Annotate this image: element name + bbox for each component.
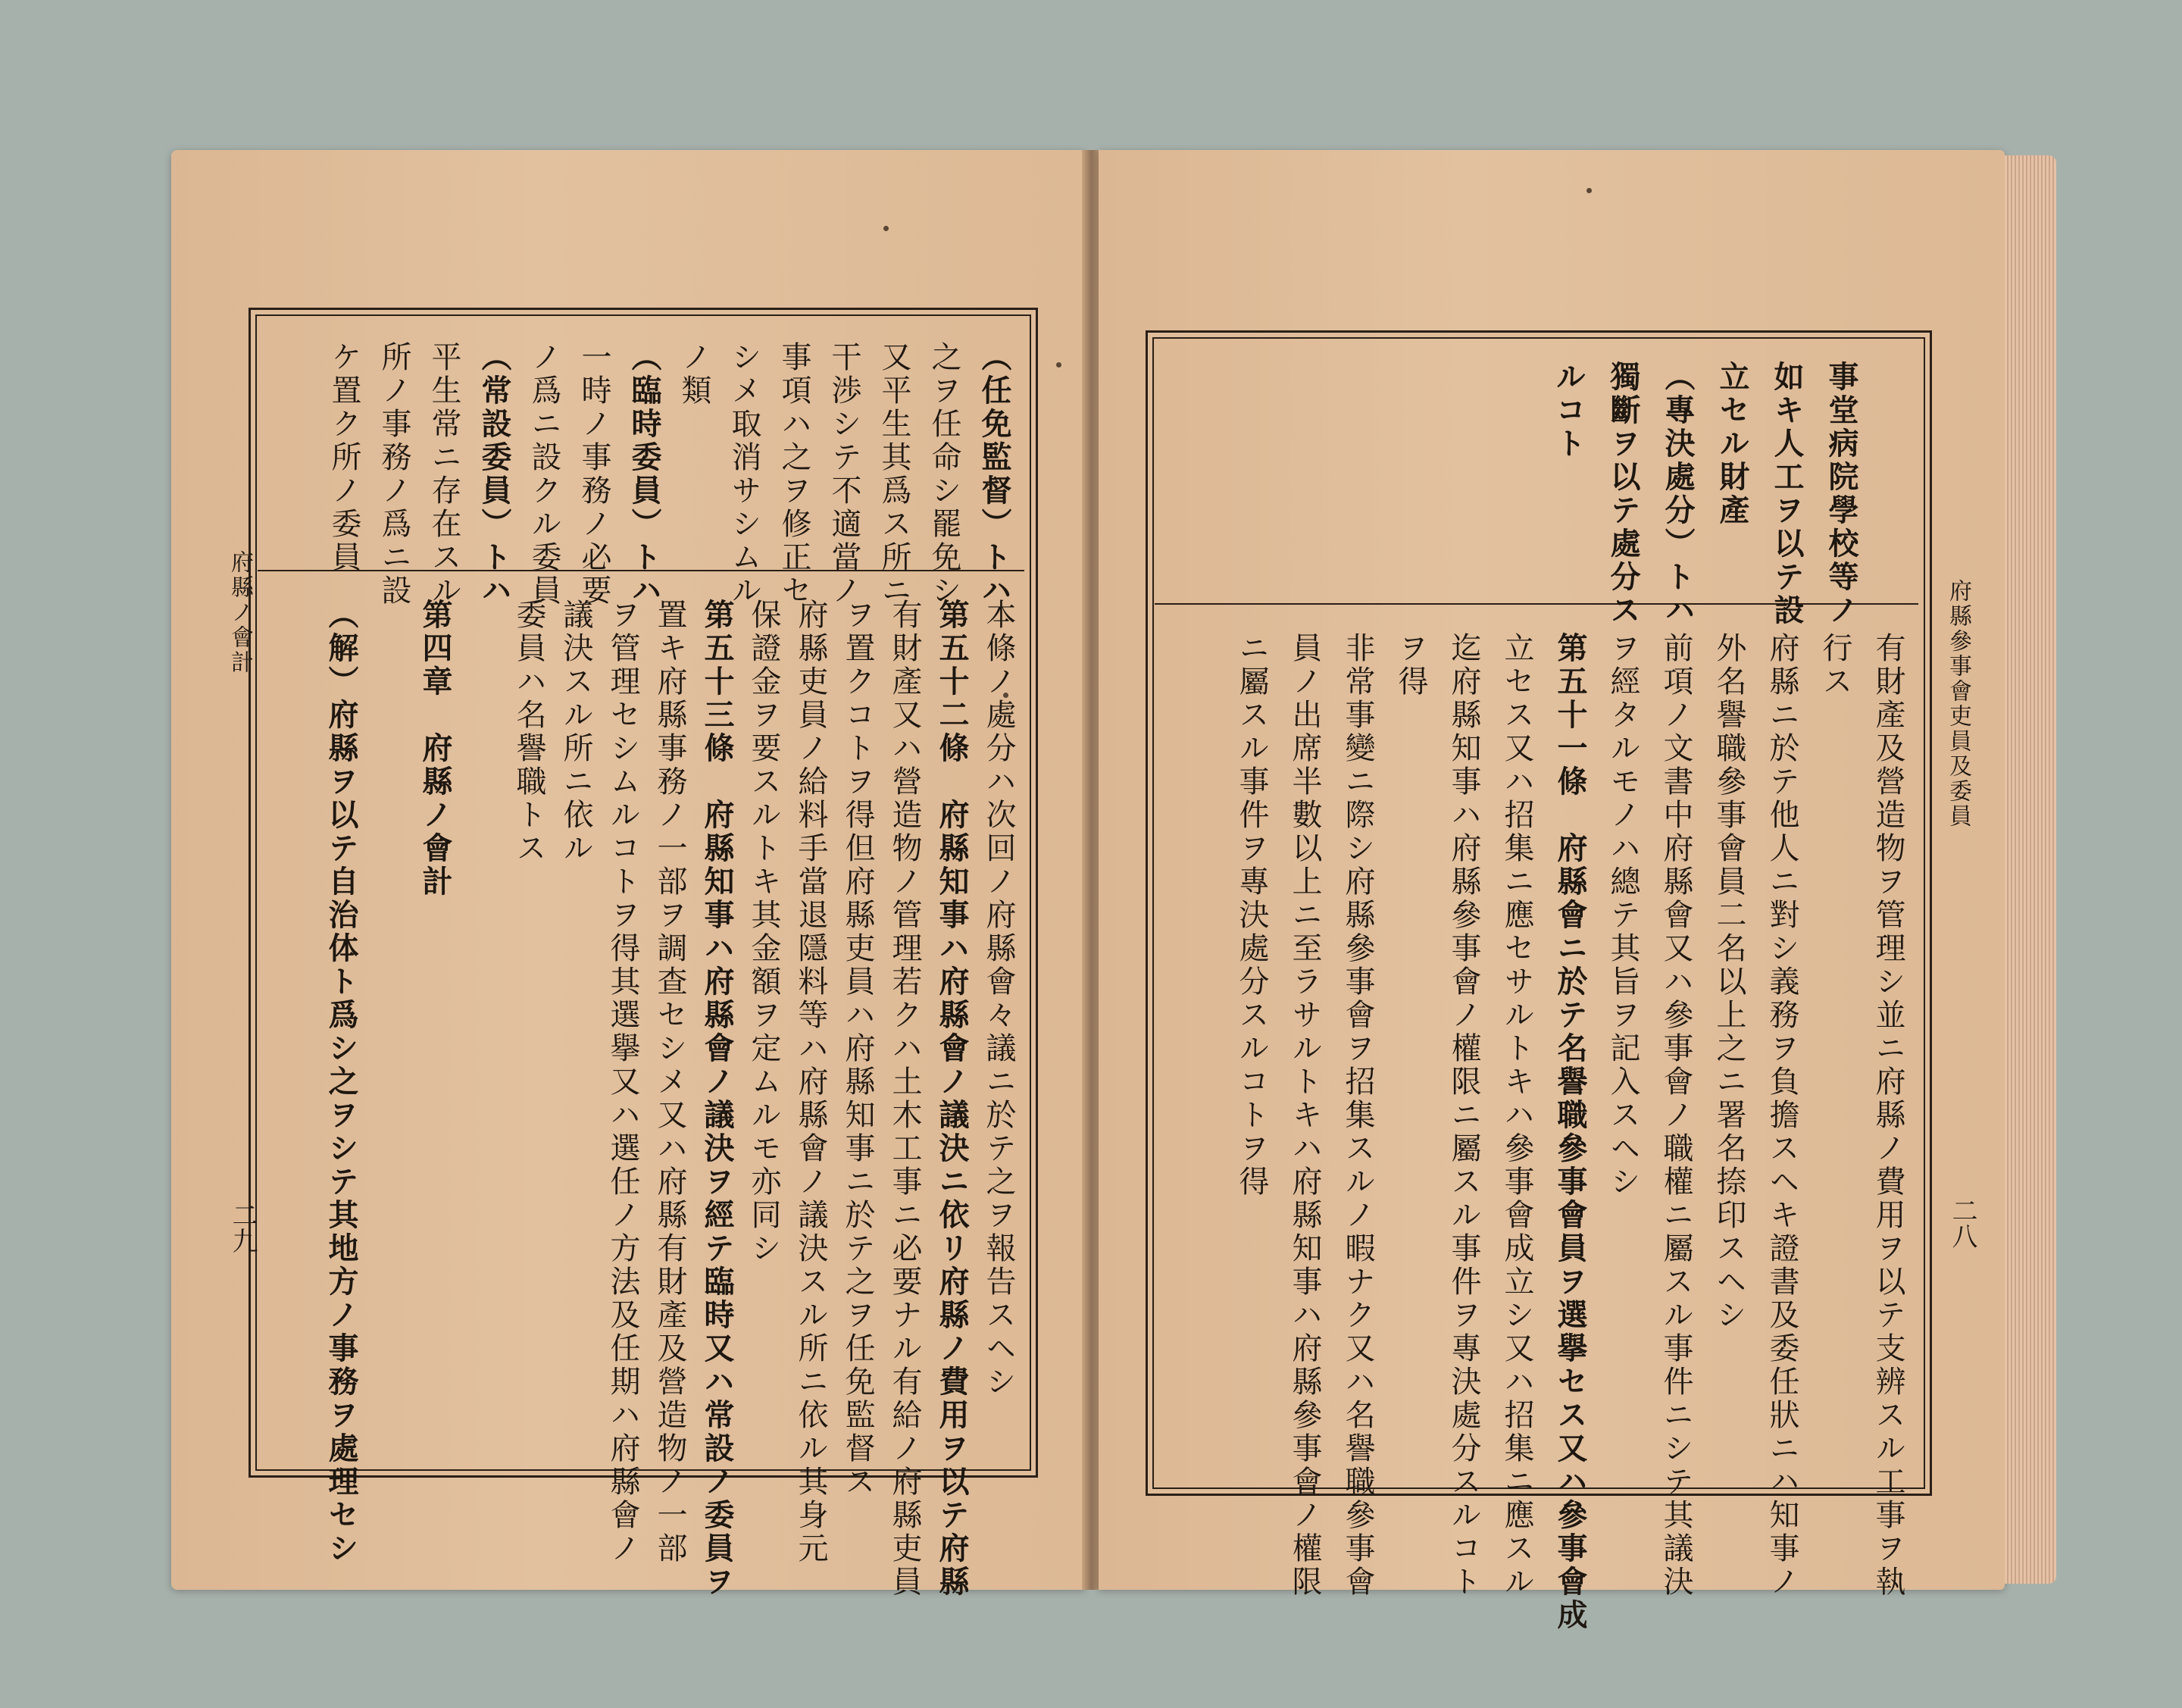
text-column: 委員ハ名譽職トス — [511, 599, 546, 865]
text-column: 保證金ヲ要スルトキ其金額ヲ定ムルモ亦同シ — [746, 599, 781, 1265]
text-column: ヲ置クコトヲ得但府縣吏員ハ府縣知事ニ於テ之ヲ任免監督ス — [840, 599, 875, 1499]
page-edges — [2005, 155, 2056, 1584]
text-column: 迄府縣知事ハ府縣參事會ノ權限ニ屬スル事件ヲ專決處分スルコト — [1446, 632, 1481, 1599]
text-column: 事項ハ之ヲ修正セ — [777, 341, 811, 608]
left-page-number: 二九 — [227, 1202, 258, 1253]
text-column: ノ類 — [677, 341, 711, 408]
text-column: （臨時委員）トハ — [627, 341, 662, 608]
text-column: ヲ管理セシムルコトヲ得其選擧又ハ選任ノ方法及任期ハ府縣會ノ — [605, 599, 640, 1566]
page-spot — [883, 226, 889, 231]
text-column: 如キ人工ヲ以テ設 — [1769, 361, 1805, 627]
right-running-head: 府縣參事會吏員及委員 — [1945, 579, 1971, 829]
text-column: 第五十一條 府縣會ニ於テ名譽職參事會員ヲ選擧セス又ハ參事會成 — [1552, 632, 1588, 1632]
text-column: 所ノ事務ノ爲ニ設 — [377, 341, 411, 608]
page-spot — [1586, 188, 1592, 193]
left-running-head: 府縣ノ會計 — [227, 550, 253, 675]
text-column: 置キ府縣事務ノ一部ヲ調查セシメ又ハ府縣有財產及營造物ノ一部 — [652, 599, 687, 1566]
text-column: （專決處分）トハ — [1660, 361, 1696, 627]
text-column: シメ取消サシムル — [727, 341, 761, 608]
text-column: （解）府縣ヲ以テ自治体ト爲シ之ヲシテ其地方ノ事務ヲ處理セシ — [324, 599, 359, 1566]
text-column: ニ屬スル事件ヲ專決處分スルコトヲ得 — [1234, 632, 1269, 1199]
text-column: 事堂病院學校等ノ — [1824, 361, 1859, 627]
text-column: ケ置ク所ノ委員 — [327, 341, 361, 574]
text-column: 干渉シテ不適當ノ — [827, 341, 861, 608]
text-column: ヲ得 — [1393, 632, 1428, 699]
text-column: 獨斷ヲ以テ處分ス — [1605, 361, 1641, 627]
text-column: 有財產又ハ營造物ノ管理若クハ土木工事ニ必要ナル有給ノ府縣吏員 — [887, 599, 922, 1599]
text-column: 議決スル所ニ依ル — [558, 599, 593, 865]
page-spot — [1056, 362, 1061, 368]
text-column: 一時ノ事務ノ必要 — [577, 341, 611, 608]
text-column: （常設委員）トハ — [477, 341, 512, 608]
text-column: ルコト — [1551, 361, 1586, 461]
text-column: 府縣吏員ノ給料手當退隱料等ハ府縣會ノ議決スル所ニ依ル其身元 — [793, 599, 828, 1566]
text-column: 外名譽職參事會員二名以上之ニ署名捺印スヘシ — [1712, 632, 1746, 1332]
text-column: 又平生其爲ス所ニ — [877, 341, 911, 608]
right-page-number: 二八 — [1947, 1197, 1977, 1249]
text-column: 行ス — [1818, 632, 1852, 699]
text-column: 有財產及營造物ヲ管理シ並ニ府縣ノ費用ヲ以テ支辨スル工事ヲ執 — [1871, 632, 1905, 1599]
text-column: 前項ノ文書中府縣會又ハ參事會ノ職權ニ屬スル事件ニシテ其議決 — [1658, 632, 1693, 1599]
text-column: 立セル財產 — [1715, 361, 1750, 527]
text-column: 第五十二條 府縣知事ハ府縣會ノ議決ニ依リ府縣ノ費用ヲ以テ府縣 — [934, 599, 970, 1599]
text-column: 非常事變ニ際シ府縣參事會ヲ招集スルノ暇ナク又ハ名譽職參事會 — [1340, 632, 1375, 1599]
text-column: 府縣ニ於テ他人ニ對シ義務ヲ負擔スヘキ證書及委任狀ニハ知事ノ — [1765, 632, 1799, 1599]
text-column: 平生常ニ存在スル — [427, 341, 461, 608]
text-column: 第五十三條 府縣知事ハ府縣會ノ議決ヲ經テ臨時又ハ常設ノ委員ヲ — [699, 599, 735, 1599]
text-column: 第四章 府縣ノ會計 — [417, 599, 453, 899]
text-column: ノ爲ニ設クル委員 — [527, 341, 561, 608]
text-column: 員ノ出席半數以上ニ至ラサルトキハ府縣知事ハ府縣參事會ノ權限 — [1287, 632, 1322, 1599]
text-column: （任免監督）トハ — [977, 341, 1012, 608]
text-column: 之ヲ任命シ罷免シ — [927, 341, 961, 608]
text-column: 本條ノ處分ハ次回ノ府縣會々議ニ於テ之ヲ報告スヘシ — [981, 599, 1016, 1399]
text-column: ヲ經タルモノハ總テ其旨ヲ記入スヘシ — [1605, 632, 1640, 1199]
text-column: 立セス又ハ招集ニ應セサルトキハ參事會成立シ又ハ招集ニ應スル — [1499, 632, 1534, 1599]
